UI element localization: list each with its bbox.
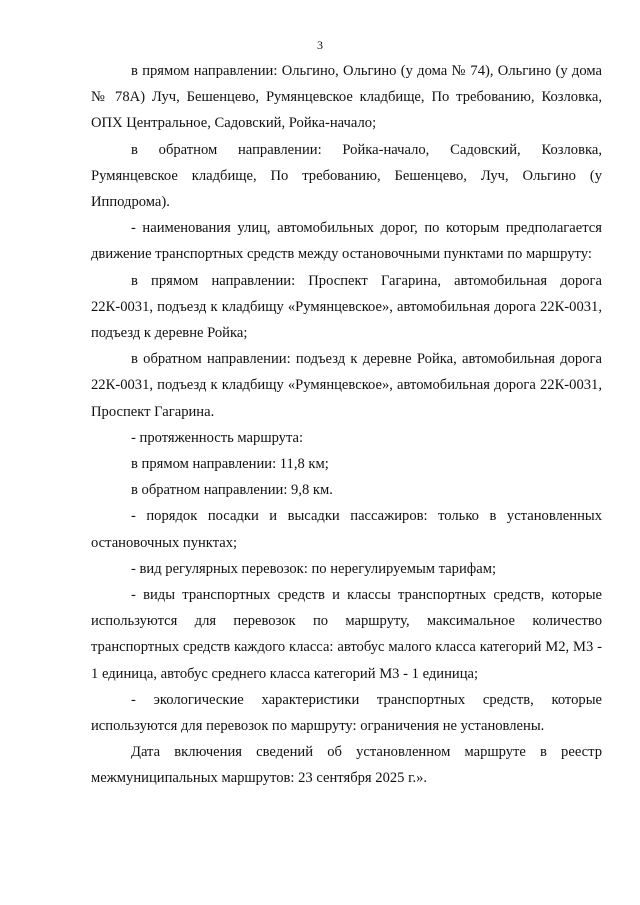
paragraph-ecological: - экологические характеристики транспортных средств, которые используются для перевозок по маршруту: ограничения не установлены.: [91, 691, 602, 735]
paragraph-reverse-length: в обратном направлении: 9,8 км.: [131, 482, 333, 499]
paragraph-reverse-stops: в обратном направлении: Ройка-начало, Садовский, Козловка, Румянцевское кладбище, По требованию, Бешенцево, Луч, Ольгино (у Ипподрома).: [91, 141, 602, 211]
paragraph-forward-length: в прямом направлении: 11,8 км;: [131, 456, 329, 473]
page-number: 3: [317, 38, 323, 52]
paragraph-route-length-heading: - протяженность маршрута:: [131, 429, 304, 446]
paragraph-forward-roads: в прямом направлении: Проспект Гагарина, автомобильная дорога 22К-0031, подъезд к кладбищу «Румянцевское», автомобильная дорога 22К-0031, подъезд к деревне Ройка;: [91, 272, 602, 342]
paragraph-boarding-order: - порядок посадки и высадки пассажиров: только в установленных остановочных пунктах;: [91, 508, 602, 551]
paragraph-registry-date: Дата включения сведений об установленном маршруте в реестр межмуниципальных маршрутов: 23 сентября 2025 г.».: [91, 744, 602, 787]
paragraph-forward-stops: в прямом направлении: Ольгино, Ольгино (у дома № 74), Ольгино (у дома № 78А) Луч, Бешенцево, Румянцевское кладбище, По требованию, Козловка, ОПХ Центральное, Садовский, Ройка-начало;: [91, 63, 602, 132]
document-body: [91, 58, 602, 792]
paragraph-vehicle-classes: - виды транспортных средств и классы транспортных средств, которые используются для перевозок по маршруту, максимальное количество транспортных средств каждого класса: автобус малого класса категорий М2, М3 - 1 единица, автобус среднего класса категорий М3 - 1 единица;: [91, 587, 602, 682]
paragraph-reverse-roads: в обратном направлении: подъезд к деревне Ройка, автомобильная дорога 22К-0031, подъезд к кладбищу «Румянцевское», автомобильная дорога 22К-0031, Проспект Гагарина.: [91, 351, 602, 420]
paragraph-transport-type: - вид регулярных перевозок: по нерегулируемым тарифам;: [131, 560, 496, 577]
paragraph-roads-heading: - наименования улиц, автомобильных дорог, по которым предполагается движение транспортных средств между остановочными пунктами по маршруту:: [91, 220, 602, 263]
